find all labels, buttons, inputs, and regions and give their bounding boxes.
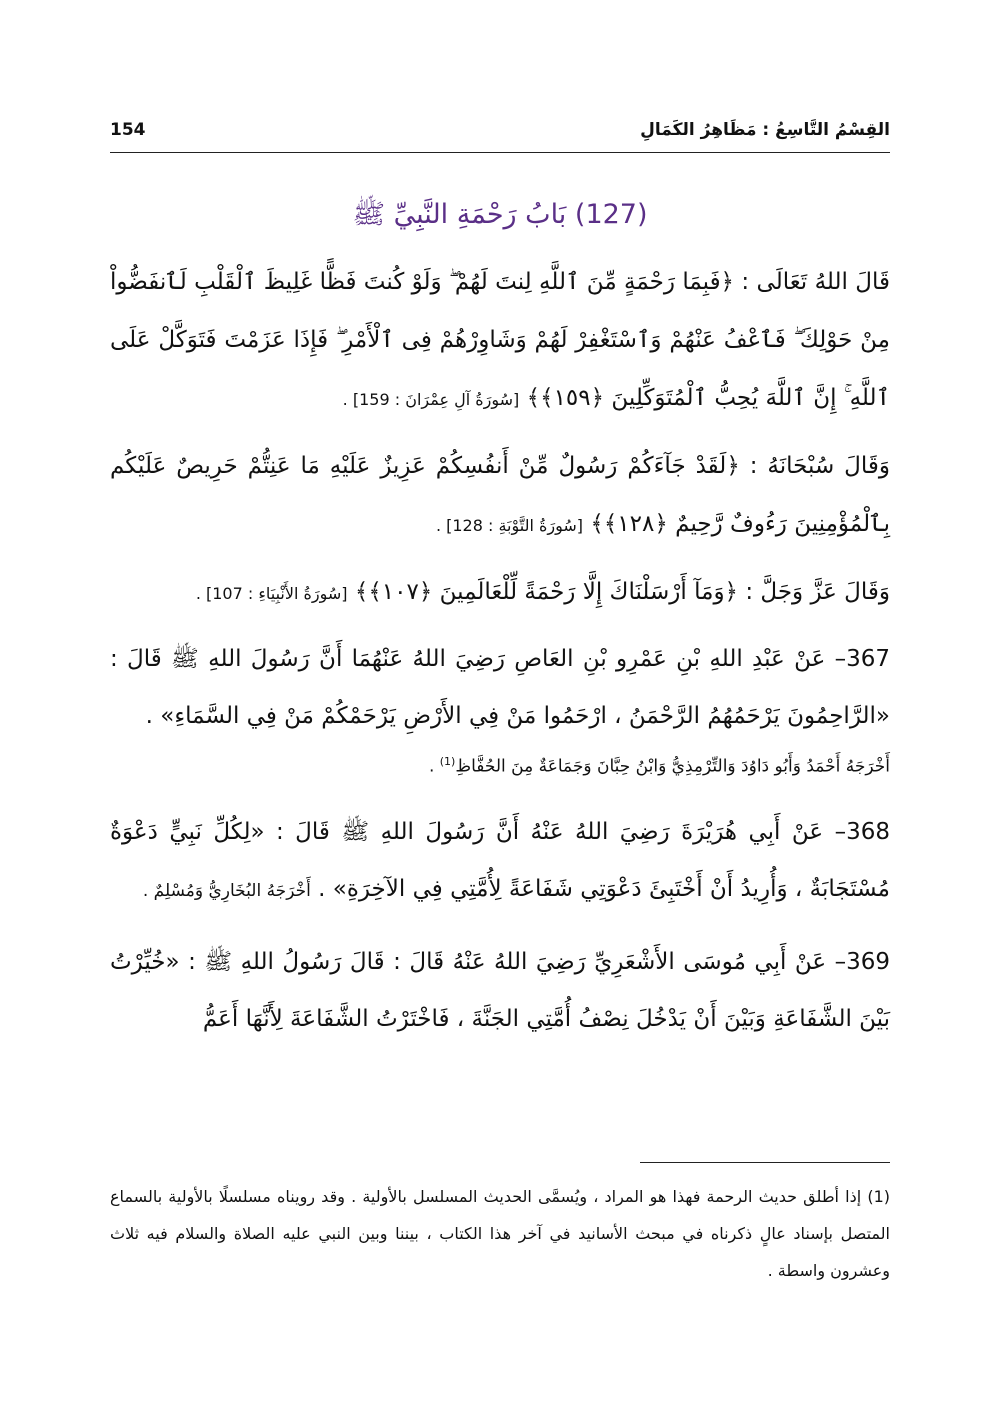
verse-text: وَقَالَ عَزَّ وَجَلَّ : ﴿وَمَآ أَرْسَلْنَاكَ إِلَّا رَحْمَةً لِّلْعَالَمِينَ ﴿١٠٧﴾﴾	[354, 579, 890, 605]
hadith-text	[110, 804, 890, 920]
hadith-text: 369– عَنْ أَبِي مُوسَى الأَشْعَرِيِّ رَضِيَ اللهُ عَنْهُ قَالَ : قَالَ رَسُولُ اللهِ ﷺ : «خُيِّرْتُ بَيْنَ الشَّفَاعَةِ وَبَيْنَ أَنْ يَدْخُلَ نِصْفُ أُمَّتِي الجَنَّةَ ، فَاخْتَرْتُ الشَّفَاعَةَ لِأَنَّهَا أَعَمُّ	[110, 948, 890, 1032]
verse-block-2	[110, 437, 890, 555]
running-header	[110, 112, 890, 153]
footnote: (1) إذا أطلق حديث الرحمة فهذا هو المراد ، ويُسمَّى الحديث المسلسل بالأولية . وقد رويناه مسلسلًا بالأولية بالسماع المتصل بإسناد عالٍ ذكرناه في مبحث الأسانيد في آخر هذا الكتاب ، بيننا وبين النبي عليه الصلاة والسلام فيه ثلاث وعشرون واسطة .	[110, 1187, 890, 1280]
hadith-body: 368– عَنْ أَبِي هُرَيْرَةَ رَضِيَ اللهُ عَنْهُ أَنَّ رَسُولَ اللهِ ﷺ قَالَ : «لِكُلِّ نَبِيٍّ دَعْوَةٌ مُسْتَجَابَةٌ ، وَأُرِيدُ أَنْ أَخْتَبِئَ دَعْوَتِي شَفَاعَةً لِأُمَّتِي فِي الآخِرَةِ» .	[110, 818, 890, 902]
footnote-separator	[640, 1162, 890, 1163]
verse-block-3	[110, 563, 890, 623]
hadith-367	[110, 631, 890, 784]
verse-block-1	[110, 253, 890, 429]
hadith-text: 367– عَنْ عَبْدِ اللهِ بْنِ عَمْرِو بْنِ العَاصِ رَضِيَ اللهُ عَنْهُمَا أَنَّ رَسُولَ اللهِ ﷺ قَالَ : «الرَّاحِمُونَ يَرْحَمُهُمُ الرَّحْمَنُ ، ارْحَمُوا مَنْ فِي الأَرْضِ يَرْحَمْكُمْ مَنْ فِي السَّمَاءِ» .	[110, 646, 890, 729]
verse-source: [سُورَةُ آلِ عِمْرَانَ : 159] .	[342, 390, 520, 409]
book-page	[110, 112, 890, 1342]
footnote-ref[interactable]: (1)	[439, 755, 456, 768]
hadith-368	[110, 804, 890, 920]
hadith-takhrij	[110, 745, 890, 784]
running-title: القِسْمُ التَّاسِعُ : مَظَاهِرُ الكَمَالِ	[640, 120, 890, 140]
verse-source: [سُورَةُ التَّوْبَةِ : 128] .	[435, 516, 584, 535]
verse-text: قَالَ اللهُ تَعَالَى : ﴿فَبِمَا رَحْمَةٍ مِّنَ ٱللَّهِ لِنتَ لَهُمْ ۖ وَلَوْ كُنتَ فَظًّا غَلِيظَ ٱلْقَلْبِ لَٱنفَضُّواْ مِنْ حَوْلِكَ ۖ فَٱعْفُ عَنْهُمْ وَٱسْتَغْفِرْ لَهُمْ وَشَاوِرْهُمْ فِى ٱلْأَمْرِ ۖ فَإِذَا عَزَمْتَ فَتَوَكَّلْ عَلَى ٱللَّهِ ۚ إِنَّ ٱللَّهَ يُحِبُّ ٱلْمُتَوَكِّلِينَ ﴿١٥٩﴾﴾	[110, 269, 890, 411]
takhrij-text: أَخْرَجَهُ أَحْمَدُ وَأَبُو دَاوُدَ وَالتِّرْمِذِيُّ وَابْنُ حِبَّانَ وَجَمَاعَةٌ مِنَ الحُفَّاظِ	[455, 756, 890, 777]
hadith-369	[110, 934, 890, 1048]
verse-text: وَقَالَ سُبْحَانَهُ : ﴿لَقَدْ جَآءَكُمْ رَسُولٌ مِّنْ أَنفُسِكُمْ عَزِيزٌ عَلَيْهِ مَا عَنِتُّمْ حَرِيصٌ عَلَيْكُم بِٱلْمُؤْمِنِينَ رَءُوفٌ رَّحِيمٌ ﴿١٢٨﴾﴾	[110, 453, 890, 537]
takhrij-end: .	[428, 756, 440, 777]
chapter-heading: (127) بَابُ رَحْمَةِ النَّبِيِّ ﷺ	[352, 199, 648, 230]
page-number: 154	[110, 120, 146, 140]
hadith-takhrij: أَخْرَجَهُ البُخَارِيُّ وَمُسْلِمٌ .	[142, 880, 311, 901]
verse-source: [سُورَةُ الأَنْبِيَاءِ : 107] .	[195, 584, 348, 603]
